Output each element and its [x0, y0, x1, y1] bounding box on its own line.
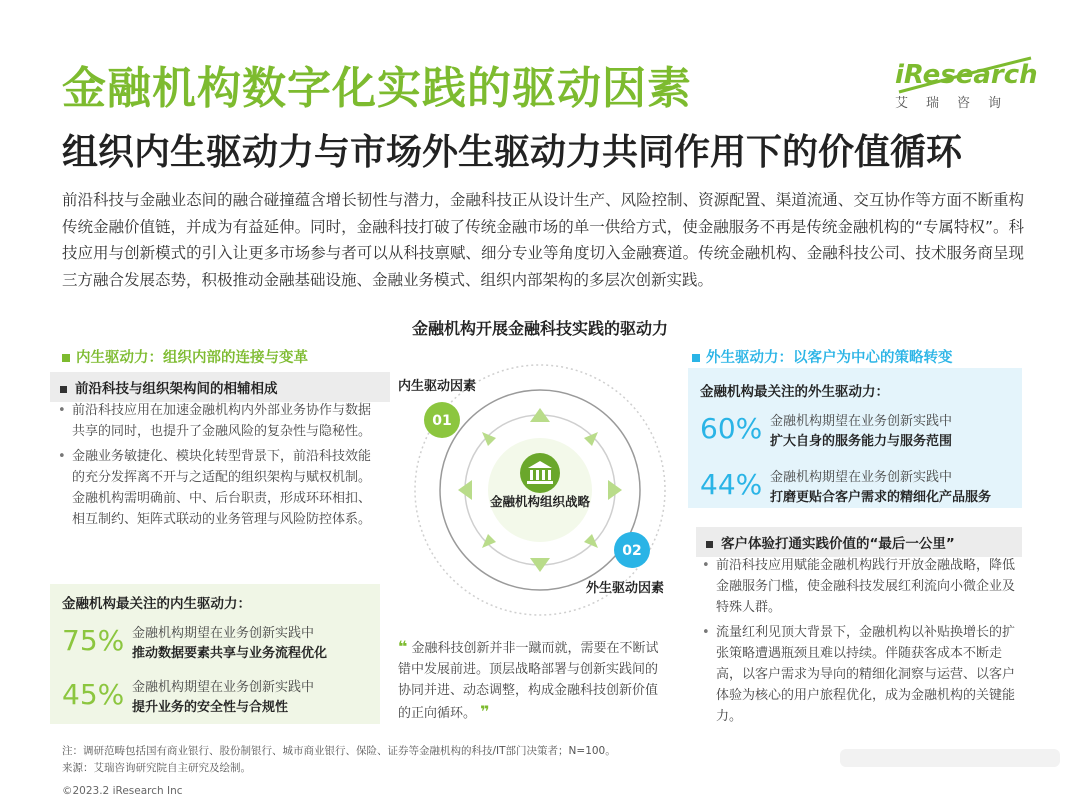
logo-swoosh-icon [895, 54, 1038, 98]
stat-line2: 推动数据要素共享与业务流程优化 [132, 646, 328, 661]
stat-percent: 45% [62, 678, 125, 711]
stat-line2: 扩大自身的服务能力与服务范围 [770, 434, 953, 449]
quote-close-icon: ❞ [480, 702, 490, 721]
copyright: ©2023.2 iResearch Inc [62, 785, 183, 797]
footnote-source: 来源：艾瑞咨询研究院自主研究及绘制。 [62, 762, 251, 774]
external-bullets [700, 555, 1022, 731]
external-bar-title-text: 客户体验打通实践价值的“最后一公里” [721, 536, 955, 552]
stat-line1: 金融机构期望在业务创新实践中 [132, 626, 315, 641]
stat-row [700, 462, 1016, 514]
external-bar-title [696, 527, 1022, 557]
footnote [62, 743, 616, 777]
stat-percent: 75% [62, 624, 125, 657]
footnote-note: 注：调研范畴包括国有商业银行、股份制银行、城市商业银行、保险、证券等金融机构的科技/IT部门决策者；N=100。 [62, 745, 616, 757]
stat-percent: 60% [700, 412, 763, 445]
internal-bullets [56, 400, 374, 534]
stat-row [62, 672, 372, 724]
stat-line1: 金融机构期望在业务创新实践中 [132, 680, 315, 695]
external-stat-box [688, 368, 1022, 508]
stat-line2: 提升业务的安全性与合规性 [132, 700, 289, 715]
internal-heading-text: 内生驱动力：组织内部的连接与变革 [76, 350, 308, 366]
external-stat-title: 金融机构最关注的外生驱动力： [700, 384, 889, 400]
stat-percent: 44% [700, 468, 763, 501]
stat-row [700, 406, 1016, 458]
square-icon [692, 354, 700, 362]
driver-cycle-diagram [390, 340, 690, 630]
square-icon [706, 541, 713, 548]
logo-brand: iResearch [895, 60, 1038, 90]
badge-02-text: 02 [622, 543, 642, 559]
page-subtitle: 组织内生驱动力与市场外生驱动力共同作用下的价值循环 [62, 132, 963, 173]
internal-heading [62, 346, 308, 367]
center-title: 金融机构开展金融科技实践的驱动力 [411, 319, 668, 338]
internal-stat-title: 金融机构最关注的内生驱动力： [62, 596, 251, 612]
bank-icon-bg [520, 453, 560, 493]
external-heading [692, 346, 953, 367]
list-item: • 前沿科技应用在加速金融机构内外部业务协作与数据共享的同时，也提升了金融风险的复杂性与隐秘性。 [56, 400, 374, 442]
badge-01-text: 01 [432, 413, 452, 429]
quote-block [398, 636, 666, 724]
internal-bar-title-text: 前沿科技与组织架构间的相辅相成 [75, 381, 278, 397]
stat-line1: 金融机构期望在业务创新实践中 [770, 470, 953, 485]
quote-text: 金融科技创新并非一蹴而就，需要在不断试错中发展前进。顶层战略部署与创新实践间的协同并进、动态调整，构成金融科技创新价值的正向循环。 [398, 641, 659, 721]
stat-row [62, 618, 372, 670]
page-title: 金融机构数字化实践的驱动因素 [62, 63, 692, 114]
stat-line2: 打磨更贴合客户需求的精细化产品服务 [770, 490, 992, 505]
list-item: • 前沿科技应用赋能金融机构践行开放金融战略，降低金融服务门槛，使金融科技发展红利流向小微企业及特殊人群。 [700, 555, 1022, 618]
external-driver-label: 外生驱动因素 [586, 581, 665, 596]
square-icon [60, 386, 67, 393]
watermark-blur [840, 745, 1060, 771]
stat-line1: 金融机构期望在业务创新实践中 [770, 414, 953, 429]
quote-open-icon: ❝ [398, 637, 408, 656]
list-item: • 流量红利见顶大背景下，金融机构以补贴换增长的扩张策略遭遇瓶颈且难以持续。伴随获客成本不断走高，以客户需求为导向的精细化洞察与运营、以客户体验为核心的用户旅程优化，成为金融机构的关键能力。 [700, 622, 1022, 727]
external-heading-text: 外生驱动力：以客户为中心的策略转变 [706, 350, 953, 366]
list-item: • 金融业务敏捷化、模块化转型背景下，前沿科技效能的充分发挥离不开与之适配的组织架构与赋权机制。金融机构需明确前、中、后台职责，形成环环相扣、相互制约、矩阵式联动的业务管理与风险防控体系。 [56, 446, 374, 530]
internal-driver-label: 内生驱动因素 [398, 379, 477, 394]
internal-stat-box [50, 584, 380, 724]
logo-cn: 艾瑞咨询 [895, 96, 1020, 111]
square-icon [62, 354, 70, 362]
center-label: 金融机构组织战略 [489, 494, 591, 509]
internal-bar-title [50, 372, 390, 402]
intro-paragraph: 前沿科技与金融业态间的融合碰撞蕴含增长韧性与潜力，金融科技正从设计生产、风险控制、资源配置、渠道流通、交互协作等方面不断重构传统金融价值链，并成为有益延伸。同时，金融科技打破了传统金融市场的单一供给方式，使金融服务不再是传统金融机构的“专属特权”。科技应用与创新模式的引入让更多市场参与者可以从科技禀赋、细分专业等角度切入金融赛道。传统金融机构、金融科技公司、技术服务商呈现三方融合发展态势，积极推动金融基础设施、金融业务模式、组织内部架构的多层次创新实践。 [62, 191, 1024, 289]
iresearch-logo [895, 60, 1038, 111]
